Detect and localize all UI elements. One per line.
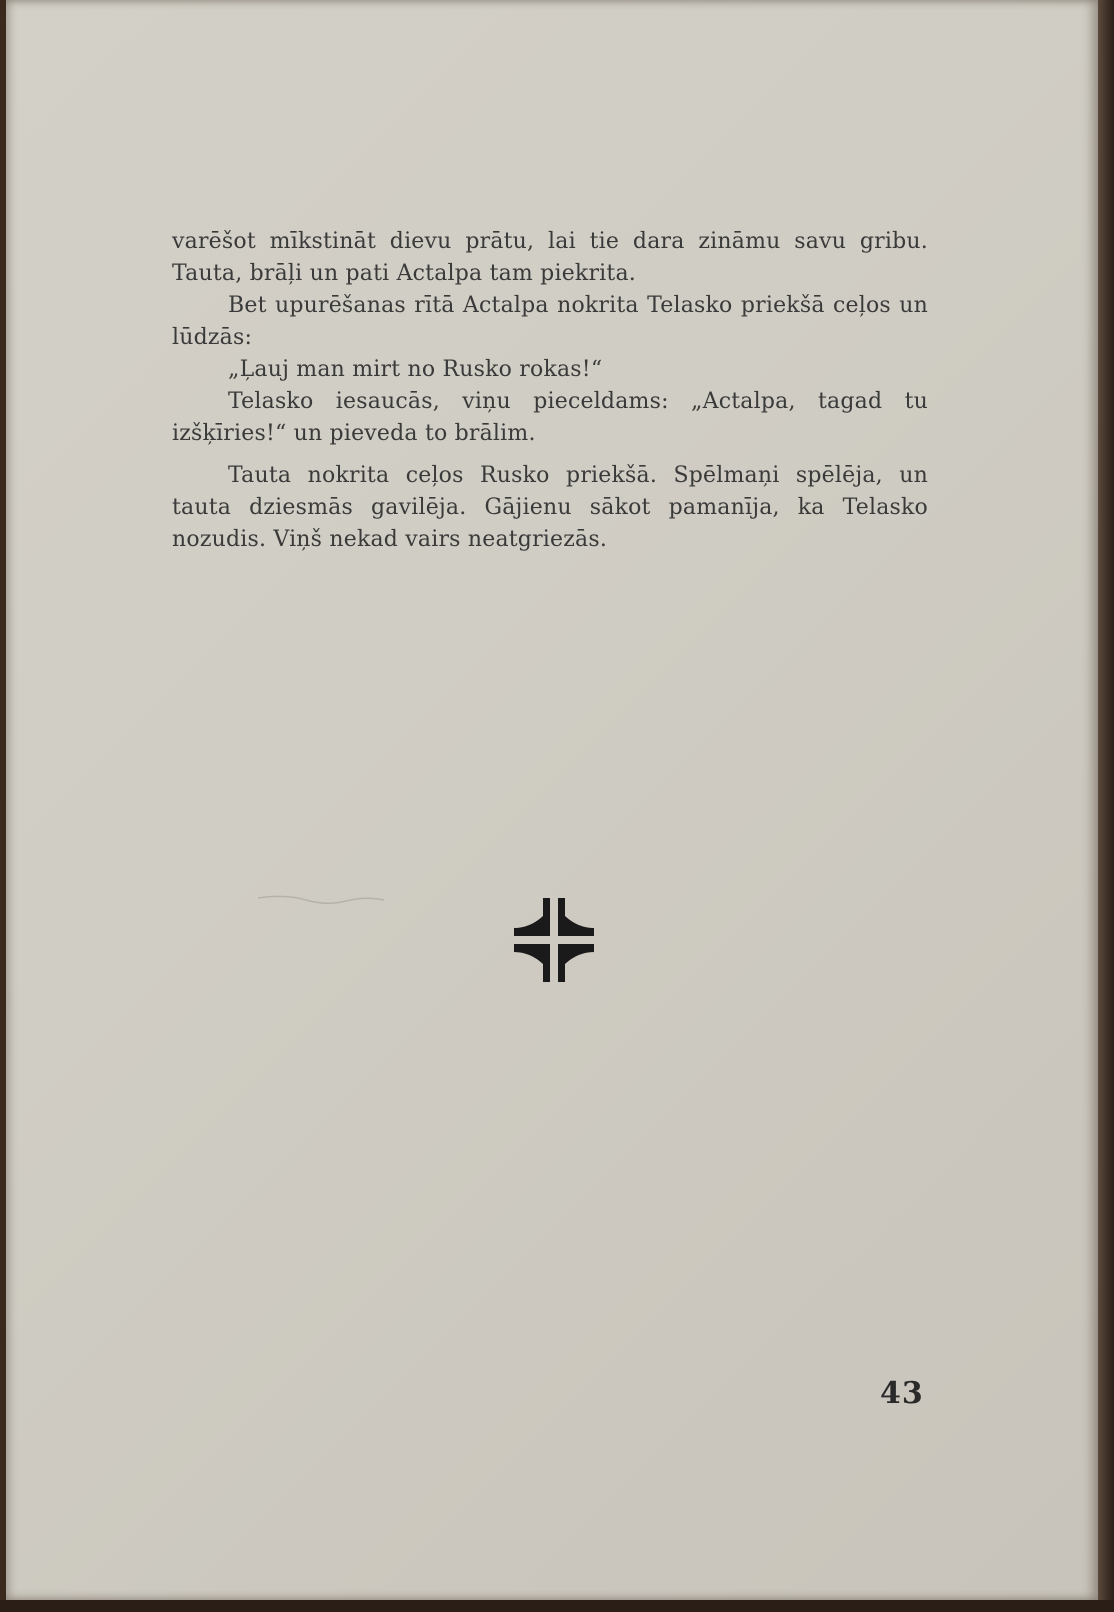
paragraph-4: Telasko iesaucās, viņu pieceldams: „Actalpa, tagad tu izšķīries!“ un pieveda to brālim. (172, 389, 928, 446)
cross-ornament-icon (514, 898, 594, 982)
page-number: 43 (880, 1376, 924, 1411)
page-edge-right (1098, 0, 1114, 1612)
body-text (172, 226, 928, 556)
paper-stain (256, 892, 386, 906)
page-edge-bottom (0, 1600, 1114, 1612)
paragraph-3: „Ļauj man mirt no Rusko rokas!“ (228, 357, 603, 382)
paragraph-5: Tauta nokrita ceļos Rusko priekšā. Spēlmaņi spēlēja, un tauta dziesmās gavilēja. Gājienu sākot pamanīja, ka Telasko nozudis. Viņš nekad vairs neatgriezās. (172, 463, 928, 552)
paragraph-2: Bet upurēšanas rītā Actalpa nokrita Telasko priekšā ceļos un lūdzās: (172, 293, 928, 350)
paragraph-1: varēšot mīkstināt dievu prātu, lai tie dara zināmu savu gribu. Tauta, brāļi un pati Actalpa tam piekrita. (172, 229, 928, 286)
